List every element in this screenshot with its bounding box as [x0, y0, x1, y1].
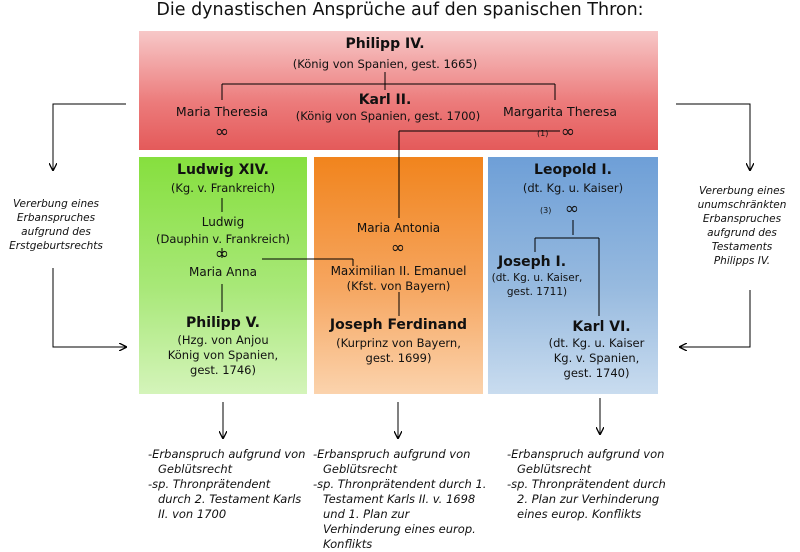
philipp-iv — [285, 36, 485, 52]
philipp-v-sub3: gest. 1746) — [190, 363, 256, 377]
list-item: -sp. Thronprätendent durch 2. Testament Karls II. von 1700 — [148, 477, 302, 521]
margarita-theresa: Margarita Theresa — [502, 104, 618, 119]
ludwig-dauphin-name: Ludwig — [201, 215, 245, 229]
maria-theresia: Maria Theresia — [175, 104, 269, 119]
philipp-iv-sub: (König von Spanien, gest. 1665) — [292, 57, 478, 71]
side-note-right: Vererbung eines unumschränkten Erbanspruches aufgrund des Testaments Philipps IV. — [697, 185, 787, 267]
marriage-icon-france: ∞ — [214, 244, 230, 264]
list-item: -sp. Thronprätendent durch 2. Plan zur Verhinderung eines europ. Konflikts — [507, 477, 666, 521]
list-item: -Erbanspruch aufgrund von Geblütsrecht — [507, 447, 665, 476]
philipp-v-sub2: König von Spanien, — [167, 348, 279, 362]
side-note-left: Vererbung eines Erbanspruches aufgrund des Erstgeburtsrechts — [9, 198, 103, 252]
claims-austria — [507, 447, 667, 522]
philipp-iv-name: Philipp IV. — [345, 36, 425, 52]
karl-vi-name: Karl VI. — [572, 319, 631, 335]
maria-antonia: Maria Antonia — [356, 221, 441, 235]
joseph-i-name: Joseph I. — [498, 254, 567, 270]
karl-vi-sub3: gest. 1740) — [563, 366, 630, 380]
karl-ii-sub: (König von Spanien, gest. 1700) — [295, 109, 481, 123]
ludwig-dauphin-sub: (Dauphin v. Frankreich) — [156, 232, 290, 246]
joseph-i-sub2: gest. 1711) — [506, 286, 568, 298]
maximilian-sub: (Kfst. von Bayern) — [346, 279, 451, 293]
marriage-icon-bavaria: ∞ — [390, 238, 406, 258]
karl-ii-name: Karl II. — [358, 92, 412, 108]
joseph-ferdinand-sub1: (Kurprinz von Bayern, — [336, 336, 461, 350]
claims-france — [148, 447, 306, 522]
karl-vi-sub2: Kg. v. Spanien, — [553, 351, 640, 365]
ludwig-xiv-name: Ludwig XIV. — [177, 162, 269, 178]
karl-vi-sub1: (dt. Kg. u. Kaiser — [548, 336, 645, 350]
maria-anna: Maria Anna — [189, 265, 257, 279]
leopold-i-name: Leopold I. — [534, 162, 612, 178]
philipp-v-name: Philipp V. — [186, 315, 260, 331]
page-title: Die dynastischen Ansprüche auf den spanischen Thron: — [156, 0, 644, 20]
joseph-i-sub1: (dt. Kg. u. Kaiser, — [491, 272, 583, 284]
marriage-number-1: (1) — [537, 129, 549, 138]
philipp-v-sub1: (Hzg. von Anjou — [177, 333, 269, 347]
marriage-number-3: (3) — [540, 206, 552, 215]
marriage-icon-austria: ∞ — [564, 199, 580, 219]
joseph-ferdinand-name: Joseph Ferdinand — [329, 317, 468, 333]
list-item: -Erbanspruch aufgrund von Geblütsrecht — [313, 447, 471, 476]
marriage-icon-spain-right: ∞ — [560, 122, 576, 142]
leopold-i-sub: (dt. Kg. u. Kaiser) — [522, 181, 624, 195]
ludwig-xiv-sub: (Kg. v. Frankreich) — [170, 181, 276, 195]
list-item: -sp. Thronprätendent durch 1. Testament Karls II. v. 1698 und 1. Plan zur Verhinderung eines europ. Konflikts — [313, 477, 487, 551]
list-item: -Erbanspruch aufgrund von Geblütsrecht — [148, 447, 306, 476]
maximilian-name: Maximilian II. Emanuel — [330, 264, 467, 278]
claims-bavaria — [313, 447, 488, 552]
joseph-ferdinand-sub2: gest. 1699) — [365, 351, 432, 365]
marriage-icon-spain-left: ∞ — [214, 122, 230, 142]
